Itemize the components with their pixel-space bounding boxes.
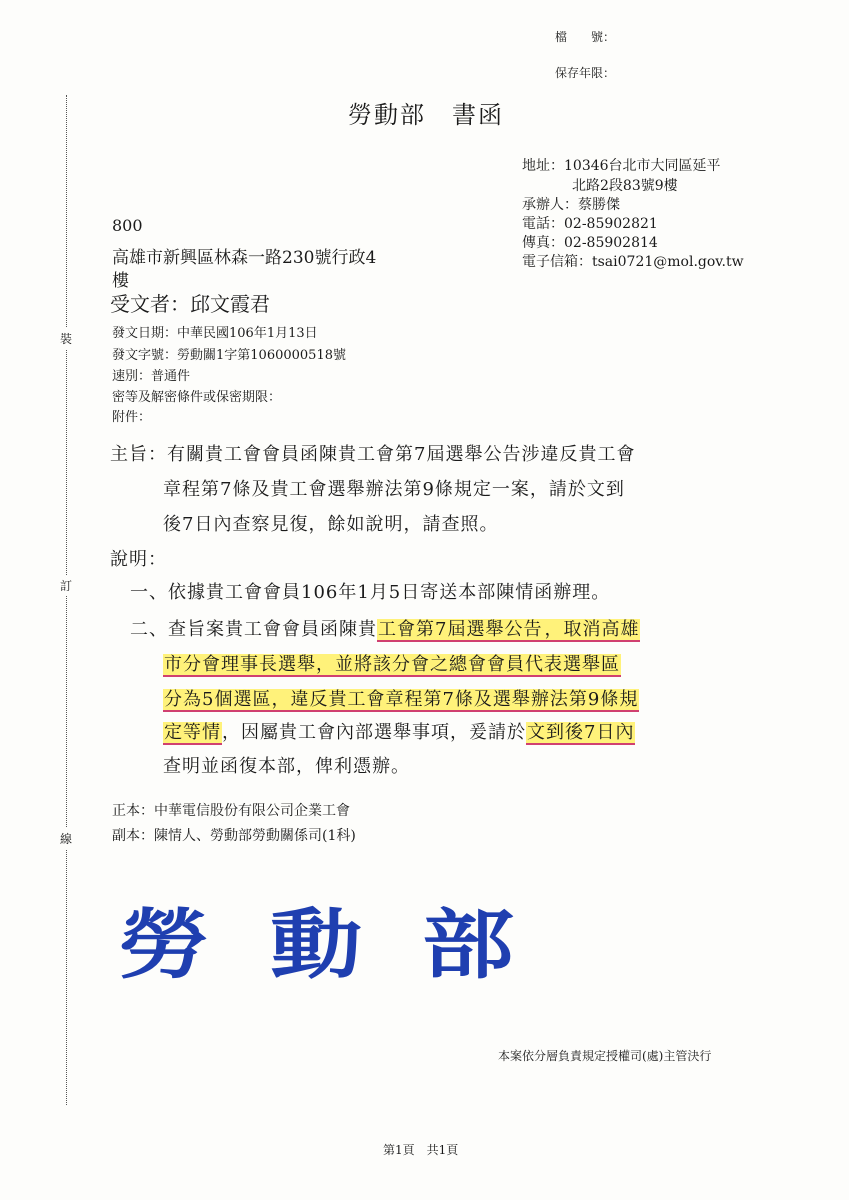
item2-line3-text: 分為5個選區，違反貴工會章程第7條及選舉辦法第9條規 xyxy=(164,689,639,710)
sender-email: 電子信箱：tsai0721@mol.gov.tw xyxy=(522,254,744,270)
item2-highlight-1: 工會第7屆選舉公告 xyxy=(378,619,543,640)
explanation-item-2-line5: 查明並函復本部，俾利憑辦。 xyxy=(163,756,410,777)
recipient-address-line1: 高雄市新興區林森一路230號行政4 xyxy=(112,248,377,268)
attachments: 附件： xyxy=(112,410,152,425)
reference-number: 發文字號：勞動關1字第1060000518號 xyxy=(112,348,346,363)
binding-mark-bottom: 線 xyxy=(60,828,72,849)
page-number: 第1頁 共1頁 xyxy=(383,1143,459,1157)
sender-phone: 電話：02-85902821 xyxy=(522,216,658,232)
delivery-speed: 速別：普通件 xyxy=(112,369,191,384)
sender-fax: 傳真：02-85902814 xyxy=(522,235,658,251)
subject-line1: 主旨：有關貴工會會員函陳貴工會第7屆選舉公告涉違反貴工會 xyxy=(110,444,636,465)
explanation-item-2-line3 xyxy=(163,685,639,711)
binding-mark-top: 裝 xyxy=(60,328,72,349)
secrecy-level: 密等及解密條件或保密期限： xyxy=(112,390,282,405)
recipient-postal-code: 800 xyxy=(112,216,143,235)
explanation-item-2-line1 xyxy=(130,615,640,641)
copy-recipient: 副本：陳情人、勞動部勞動關係司(1科) xyxy=(112,828,356,844)
sender-address-line2: 北路2段83號9樓 xyxy=(572,178,678,194)
main-recipient: 正本：中華電信股份有限公司企業工會 xyxy=(112,803,350,819)
sender-officer: 承辦人：蔡勝傑 xyxy=(522,197,620,213)
item2-prefix: 二、查旨案貴工會會員函陳貴 xyxy=(130,619,377,640)
explanation-item-2-line4 xyxy=(163,718,635,744)
page-title: 勞動部 書函 xyxy=(348,101,504,129)
item2-line4-highlight: 定等情 xyxy=(164,722,221,743)
ministry-seal: 勞動部 xyxy=(118,901,575,990)
explanation-item-2-line2 xyxy=(163,650,621,676)
item2-line4-highlight-2: 文到後7日內 xyxy=(527,722,635,743)
item2-after-highlight-1: ，取消高雄 xyxy=(544,619,640,640)
subject-line2: 章程第7條及貴工會選舉辦法第9條規定一案，請於文到 xyxy=(163,479,625,500)
binding-mark-middle: 訂 xyxy=(60,575,72,596)
authority-note: 本案依分層負責規定授權司(處)主管決行 xyxy=(498,1049,712,1063)
item2-line2-text: 市分會理事長選舉，並將該分會之總會會員代表選舉區 xyxy=(164,654,620,675)
explanation-heading: 說明： xyxy=(110,549,167,570)
retention-label: 保存年限： xyxy=(555,66,616,80)
recipient-address-line2: 樓 xyxy=(112,271,129,291)
sender-address-line1: 地址：10346台北市大同區延平 xyxy=(522,158,721,174)
item2-line4-middle: ，因屬貴工會內部選舉事項，爰請於 xyxy=(222,722,526,743)
file-number-label: 檔 號： xyxy=(555,30,616,44)
recipient-name: 受文者：邱文霞君 xyxy=(110,292,270,316)
issue-date: 發文日期：中華民國106年1月13日 xyxy=(112,326,318,341)
binding-dotted-line xyxy=(66,95,67,1105)
subject-line3: 後7日內查察見復，餘如說明，請查照。 xyxy=(163,514,499,535)
explanation-item-1: 一、依據貴工會會員106年1月5日寄送本部陳情函辦理。 xyxy=(130,582,611,603)
